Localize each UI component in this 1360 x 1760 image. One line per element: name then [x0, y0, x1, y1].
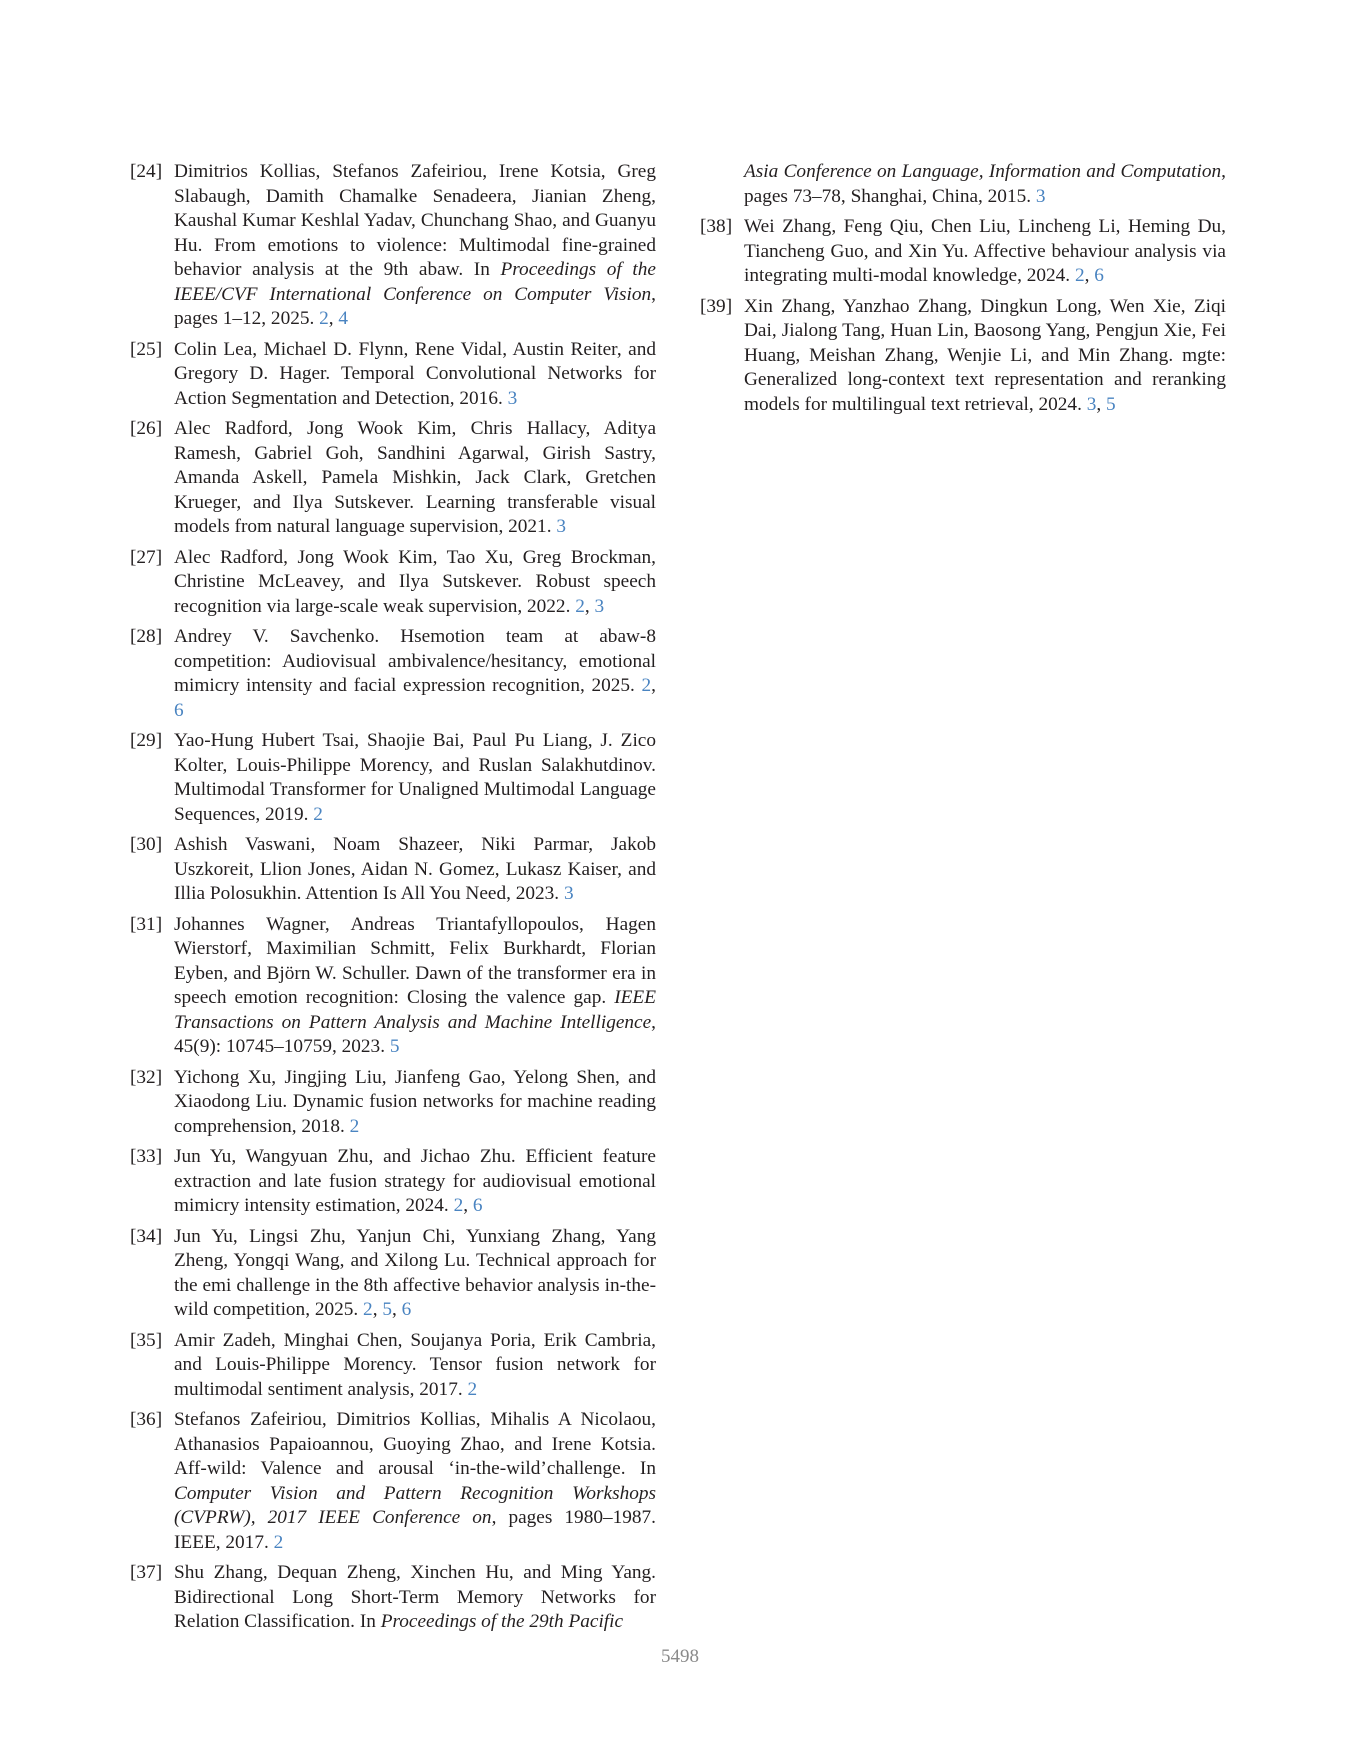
reference-entry	[700, 295, 1226, 418]
reference-entry	[130, 625, 656, 723]
reference-text: Jun Yu, Wangyuan Zhu, and Jichao Zhu. Efficient feature extraction and late fusion strategy for audiovisual emotional mimicry intensity estimation, 2024.	[174, 1146, 656, 1216]
reference-body	[174, 338, 656, 412]
venue-text: Computer Vision and Pattern Recognition Workshops (CVPRW), 2017 IEEE Conference on	[174, 1482, 656, 1528]
reference-number: [24]	[130, 161, 163, 182]
citation-page-link[interactable]: 2	[349, 1115, 360, 1137]
citation-page-link[interactable]: 3	[1035, 185, 1046, 207]
reference-number: [27]	[130, 546, 163, 568]
reference-text: Xin Zhang, Yanzhao Zhang, Dingkun Long, Wen Xie, Ziqi Dai, Jialong Tang, Huan Lin, Baosong Yang, Pengjun Xie, Fei Huang, Meishan Zhang, Wenjie Li, and Min Zhang. mgte: Generalized long-context text representation and reranking models for multilingual text retrieval, 2024.	[744, 295, 1226, 415]
references-right-column	[700, 160, 1226, 423]
reference-text: ,	[1096, 393, 1106, 415]
reference-body	[174, 1561, 656, 1635]
reference-37-continuation	[700, 160, 1226, 209]
reference-text: ,	[328, 308, 339, 329]
reference-text: ,	[463, 1195, 473, 1216]
reference-text: Dimitrios Kollias, Stefanos Zafeiriou, Irene Kotsia, Greg Slabaugh, Damith Chamalke Senadeera, Jianian Zheng, Kaushal Kumar Keshlal Yadav, Chunchang Shao, and Guanyu Hu. From emotions to violence: Multimodal fine-grained behavior analysis at the 9th abaw. In	[174, 161, 656, 280]
reference-text: Alec Radford, Jong Wook Kim, Chris Hallacy, Aditya Ramesh, Gabriel Goh, Sandhini Agarwal, Girish Sastry, Amanda Askell, Pamela Mishkin, Jack Clark, Gretchen Krueger, and Ilya Sutskever. Learning transferable visual models from natural language supervision, 2021.	[174, 418, 656, 537]
citation-page-link[interactable]: 6	[174, 699, 184, 721]
reference-body	[174, 1225, 656, 1323]
reference-body	[174, 1066, 656, 1140]
reference-text: Alec Radford, Jong Wook Kim, Tao Xu, Greg Brockman, Christine McLeavey, and Ilya Sutskever. Robust speech recognition via large-scale weak supervision, 2022.	[174, 546, 656, 617]
citation-page-link[interactable]: 5	[389, 1036, 400, 1057]
reference-number: [32]	[130, 1066, 163, 1088]
citation-page-link[interactable]: 5	[382, 1299, 392, 1320]
reference-text: Johannes Wagner, Andreas Triantafyllopoulos, Hagen Wierstorf, Maximilian Schmitt, Felix Burkhardt, Florian Eyben, and Björn W. Schuller. Dawn of the transformer era in speech emotion recognition: Closing the valence gap.	[174, 913, 656, 1008]
reference-text: , pages 1980–1987. IEEE, 2017.	[174, 1507, 657, 1553]
reference-entry	[130, 833, 656, 907]
venue-text: Asia Conference on Language, Information and Computation	[744, 161, 1222, 182]
citation-page-link[interactable]: 5	[1106, 393, 1116, 415]
reference-entry	[130, 417, 656, 540]
reference-number: [37]	[130, 1562, 163, 1583]
page-number: 5498	[661, 1646, 699, 1667]
reference-entry	[130, 1561, 656, 1635]
reference-text: ,	[1084, 265, 1095, 286]
reference-entry	[130, 1145, 656, 1219]
reference-text: Colin Lea, Michael D. Flynn, Rene Vidal, Austin Reiter, and Gregory D. Hager. Temporal Convolutional Networks for Action Segmentation and Detection, 2016.	[174, 338, 656, 409]
citation-page-link[interactable]: 3	[594, 595, 605, 617]
venue-text: IEEE Transactions on Pattern Analysis and Machine Intelligence	[174, 987, 656, 1033]
reference-number: [35]	[130, 1329, 163, 1351]
citation-page-link[interactable]: 2	[319, 308, 329, 329]
reference-entry	[130, 1225, 656, 1323]
reference-text: ,	[372, 1299, 383, 1320]
reference-body	[174, 1408, 656, 1555]
reference-body	[174, 1329, 656, 1403]
reference-text: ,	[651, 675, 656, 696]
reference-number: [30]	[130, 834, 163, 855]
reference-body	[744, 295, 1226, 418]
citation-page-link[interactable]: 3	[1086, 393, 1097, 415]
citation-page-link[interactable]: 3	[507, 387, 518, 409]
reference-entry	[130, 546, 656, 620]
reference-body	[174, 160, 656, 332]
reference-entry	[130, 729, 656, 827]
reference-text: ,	[391, 1299, 402, 1320]
citation-page-link[interactable]: 2	[313, 803, 323, 825]
citation-page-link[interactable]: 2	[641, 675, 652, 696]
citation-page-link[interactable]: 4	[338, 308, 349, 329]
reference-number: [33]	[130, 1146, 163, 1167]
reference-number: [38]	[700, 216, 733, 237]
reference-text: , 45(9): 10745–10759, 2023.	[174, 1011, 656, 1057]
reference-entry	[130, 1329, 656, 1403]
reference-text: Wei Zhang, Feng Qiu, Chen Liu, Lincheng Li, Heming Du, Tiancheng Guo, and Xin Yu. Affective behaviour analysis via integrating multi-modal knowledge, 2024.	[744, 216, 1226, 286]
reference-number: [28]	[130, 626, 163, 647]
reference-text: Jun Yu, Lingsi Zhu, Yanjun Chi, Yunxiang Zhang, Yang Zheng, Yongqi Wang, and Xilong Lu. Technical approach for the emi challenge in the 8th affective behavior analysis in-the-wild competition, 2025.	[174, 1225, 656, 1320]
reference-text: Stefanos Zafeiriou, Dimitrios Kollias, Mihalis A Nicolaou, Athanasios Papaioannou, Guoying Zhao, and Irene Kotsia. Aff-wild: Valence and arousal ‘in-the-wild’challenge. In	[174, 1409, 656, 1479]
reference-entry	[130, 913, 656, 1060]
reference-entry	[700, 215, 1226, 289]
reference-number: [25]	[130, 338, 163, 360]
references-left-column	[130, 160, 656, 1641]
reference-text: , pages 73–78, Shanghai, China, 2015.	[744, 161, 1226, 207]
reference-number: [29]	[130, 730, 163, 751]
reference-text: Amir Zadeh, Minghai Chen, Soujanya Poria, Erik Cambria, and Louis-Philippe Morency. Tensor fusion network for multimodal sentiment analysis, 2017.	[174, 1329, 656, 1400]
reference-body	[174, 833, 656, 907]
reference-body	[174, 625, 656, 723]
reference-number: [36]	[130, 1409, 163, 1430]
reference-body	[174, 1145, 656, 1219]
reference-number: [31]	[130, 913, 163, 935]
citation-page-link[interactable]: 6	[472, 1195, 483, 1216]
reference-body	[744, 215, 1226, 289]
reference-entry	[130, 338, 656, 412]
reference-text: Shu Zhang, Dequan Zheng, Xinchen Hu, and Ming Yang. Bidirectional Long Short-Term Memory Networks for Relation Classification. In	[174, 1562, 656, 1632]
reference-body	[174, 546, 656, 620]
citation-page-link[interactable]: 2	[467, 1378, 478, 1400]
reference-text: Yao-Hung Hubert Tsai, Shaojie Bai, Paul Pu Liang, J. Zico Kolter, Louis-Philippe Morency, and Ruslan Salakhutdinov. Multimodal Transformer for Unaligned Multimodal Language Sequences, 2019.	[174, 730, 656, 825]
citation-page-link[interactable]: 2	[453, 1195, 464, 1216]
citation-page-link[interactable]: 6	[1094, 265, 1104, 286]
reference-text: ,	[584, 595, 595, 617]
reference-text: Andrey V. Savchenko. Hsemotion team at abaw-8 competition: Audiovisual ambivalence/hesitancy, emotional mimicry intensity and facial expression recognition, 2025.	[174, 626, 656, 696]
reference-number: [34]	[130, 1225, 163, 1247]
reference-text: Ashish Vaswani, Noam Shazeer, Niki Parmar, Jakob Uszkoreit, Llion Jones, Aidan N. Gomez, Lukasz Kaiser, and Illia Polosukhin. Attention Is All You Need, 2023.	[174, 834, 656, 904]
venue-text: Proceedings of the IEEE/CVF International Conference on Computer Vision	[174, 259, 656, 305]
citation-page-link[interactable]: 2	[1074, 265, 1085, 286]
reference-entry	[130, 1408, 656, 1555]
reference-body	[174, 729, 656, 827]
reference-text: Yichong Xu, Jingjing Liu, Jianfeng Gao, Yelong Shen, and Xiaodong Liu. Dynamic fusion networks for machine reading comprehension, 2018.	[174, 1066, 656, 1137]
reference-entry	[130, 1066, 656, 1140]
citation-page-link[interactable]: 6	[401, 1299, 412, 1320]
citation-page-link[interactable]: 2	[363, 1299, 373, 1320]
citation-page-link[interactable]: 2	[273, 1531, 284, 1553]
reference-body	[174, 417, 656, 540]
venue-text: Proceedings of the 29th Pacific	[380, 1611, 624, 1632]
reference-entry	[130, 160, 656, 332]
citation-page-link[interactable]: 2	[575, 595, 585, 617]
reference-text: , pages 1–12, 2025.	[174, 283, 656, 329]
reference-number: [39]	[700, 295, 733, 317]
citation-page-link[interactable]: 3	[556, 516, 566, 537]
reference-number: [26]	[130, 418, 163, 439]
citation-page-link[interactable]: 3	[563, 883, 574, 904]
reference-body	[174, 913, 656, 1060]
